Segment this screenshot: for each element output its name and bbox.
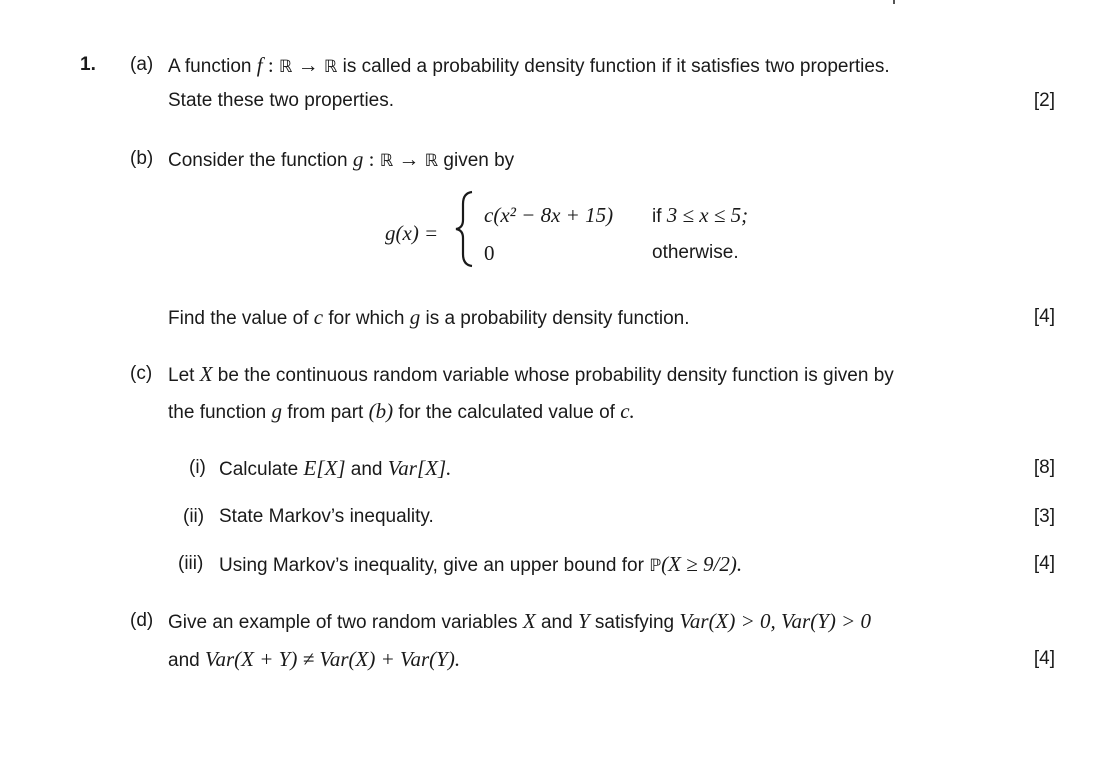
part-c-iii-marks: [4] bbox=[1033, 553, 1055, 574]
part-b-label: (b) bbox=[130, 148, 154, 169]
part-c-ii-label: (ii) bbox=[183, 506, 205, 527]
part-c-ii-marks: [3] bbox=[1033, 506, 1055, 527]
part-c-iii-label: (iii) bbox=[178, 553, 204, 574]
part-c-iii-text: Using Markov’s inequality, give an upper bound for ℙ(X ≥ 9/2). bbox=[219, 552, 743, 576]
case1-condition: if 3 ≤ x ≤ 5; bbox=[652, 203, 749, 227]
part-c-line2: the function g from part (b) for the calculated value of c. bbox=[168, 399, 635, 423]
part-c-i-text: Calculate E[X] and Var[X]. bbox=[219, 456, 452, 480]
part-c-line1: Let X be the continuous random variable whose probability density function is given by bbox=[168, 362, 894, 386]
part-c-i-marks: [8] bbox=[1033, 457, 1055, 478]
part-c-i-label: (i) bbox=[189, 457, 206, 478]
piecewise-lhs: g(x) = bbox=[385, 221, 439, 245]
part-a-marks: [2] bbox=[1033, 90, 1055, 111]
part-d-line2: and Var(X + Y) ≠ Var(X) + Var(Y). bbox=[168, 647, 461, 671]
part-a-line1: A function f : ℝ → ℝ is called a probability density function if it satisfies two properties. bbox=[168, 53, 890, 77]
part-a-line2: State these two properties. bbox=[168, 90, 395, 111]
part-d-line1: Give an example of two random variables X and Y satisfying Var(X) > 0, Var(Y) > 0 bbox=[168, 609, 872, 633]
part-b-marks: [4] bbox=[1033, 306, 1055, 327]
part-b-line1: Consider the function g : ℝ → ℝ given by bbox=[168, 147, 515, 171]
page-edge-mark bbox=[893, 0, 895, 4]
part-a-label: (a) bbox=[130, 54, 154, 75]
part-d-marks: [4] bbox=[1033, 648, 1055, 669]
case1-expression: c(x² − 8x + 15) bbox=[484, 203, 614, 227]
left-brace-icon bbox=[452, 190, 480, 268]
part-b-find: Find the value of c for which g is a probability density function. bbox=[168, 305, 690, 329]
case2-expression: 0 bbox=[484, 241, 495, 265]
question-number: 1. bbox=[80, 54, 96, 75]
part-c-label: (c) bbox=[130, 363, 153, 384]
part-d-label: (d) bbox=[130, 610, 154, 631]
case2-condition: otherwise. bbox=[652, 242, 739, 263]
part-c-ii-text: State Markov’s inequality. bbox=[219, 506, 434, 527]
